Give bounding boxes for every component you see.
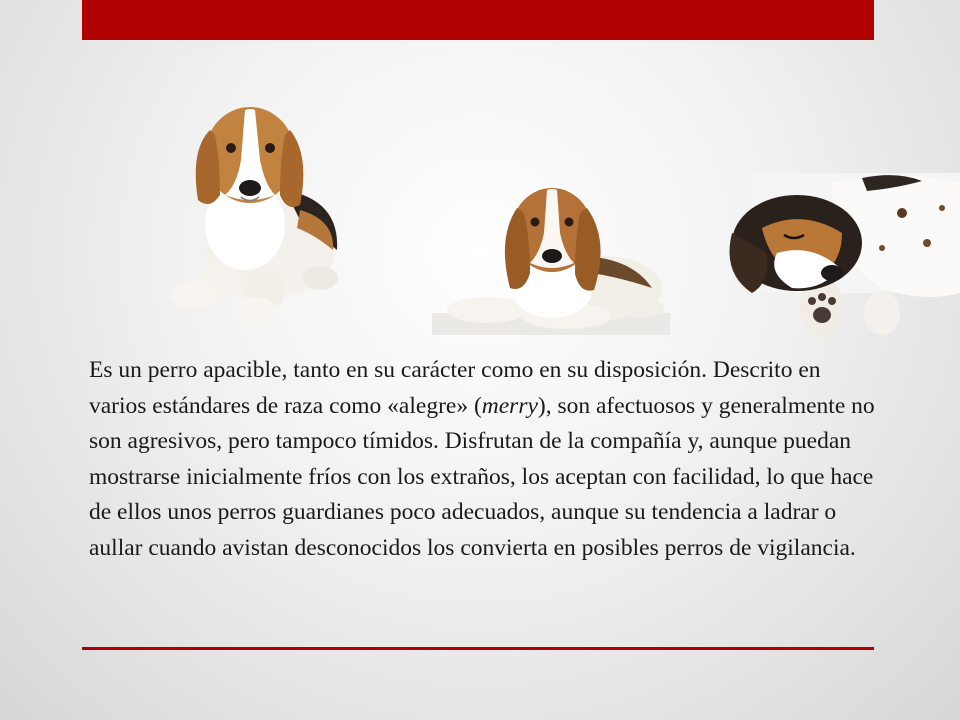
paragraph-italic-term: merry (481, 392, 538, 419)
description-paragraph (89, 353, 879, 566)
paragraph-text-start: Es un perro apacible, tanto en su carácter como en su disposición. Descrito en varios estándares de raza como «alegre» ( (89, 357, 821, 419)
beagle-sitting-photo (165, 100, 345, 325)
paragraph-text-end: ), son afectuosos y generalmente no son agresivos, pero tampoco tímidos. Disfrutan de la compañía y, aunque puedan mostrarse inicialmente fríos con los extraños, los aceptan con facilidad, lo que hace de ellos unos perros guardianes poco adecuados, aunque su tendencia a ladrar o aullar cuando avistan desconocidos los convierta en posibles perros de vigilancia. (89, 392, 875, 561)
beagle-puppy-lying-photo (432, 178, 670, 335)
beagle-photo-icon (722, 173, 960, 345)
header-accent-bar (82, 0, 874, 40)
beagle-photo-icon (432, 178, 670, 335)
footer-divider-line (82, 647, 874, 650)
beagle-photo-icon (165, 100, 345, 325)
beagle-sleeping-photo (722, 173, 960, 345)
